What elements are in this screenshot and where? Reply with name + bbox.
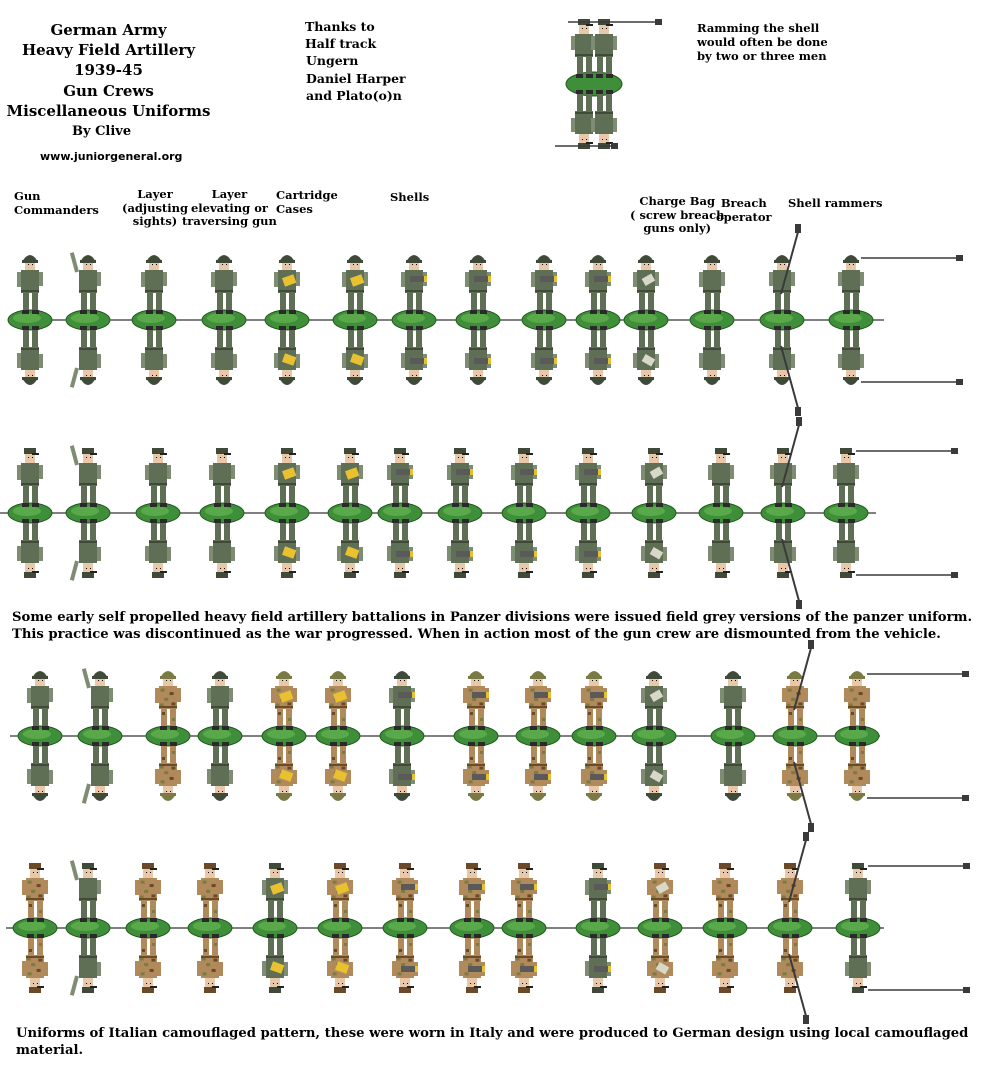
label-line: Cartridge (276, 188, 338, 202)
crew-counter (502, 863, 546, 993)
ramming-note-line: Ramming the shell (697, 21, 820, 35)
label-line: operator (716, 209, 772, 224)
crew-figure-back (833, 519, 859, 578)
crew-counter (136, 448, 180, 578)
label-line: guns only) (643, 221, 712, 235)
label-line: ( screw breach (630, 207, 725, 222)
label-line: sights) (132, 214, 178, 228)
crew-figure-back (447, 519, 473, 578)
crew-figure-front (712, 863, 738, 922)
crew-figure-back (135, 934, 161, 993)
crew-counter (836, 863, 880, 993)
crew-figure-front (463, 671, 489, 730)
label-gun-commanders (14, 190, 99, 217)
crew-figure-back (465, 326, 491, 385)
crew-figure-back (82, 742, 113, 804)
rammer-head (795, 224, 801, 233)
crew-counter (576, 863, 620, 993)
crew-figure-front (459, 863, 485, 922)
crew-figure-back (197, 934, 223, 993)
crew-figure-front (720, 671, 746, 730)
label-line: Shell rammers (788, 196, 883, 210)
crew-figure-front (389, 671, 415, 730)
crew-figure-back (209, 519, 235, 578)
crew-figure-back (392, 934, 418, 993)
crew-figure-back (712, 934, 738, 993)
crew-figure-front (591, 19, 617, 78)
crew-figure-front (262, 863, 288, 922)
crew-figure-back (770, 519, 802, 609)
rammer-head (963, 987, 970, 993)
crew-counter (8, 448, 52, 578)
crew-figure-front (585, 255, 611, 314)
crew-counter (66, 252, 110, 388)
label-line: Cases (276, 201, 313, 216)
crew-counter (8, 255, 52, 385)
rammer-head (951, 448, 958, 454)
crew-counter (456, 255, 500, 385)
title-line: 1939-45 (74, 61, 143, 80)
crew-figure-front (70, 445, 101, 507)
crew-figure-front (833, 448, 859, 507)
label-breach-operator (716, 197, 772, 224)
crew-figure-front (769, 224, 801, 314)
crew-counter (392, 255, 436, 385)
label-line: traversing gun (182, 214, 277, 228)
counter-base (566, 72, 622, 96)
thanks-line: Thanks to (305, 19, 375, 34)
crew-figure-back (389, 742, 415, 801)
crew-counter (760, 224, 804, 416)
crew-figure-front (141, 255, 167, 314)
crew-figure-back (525, 742, 551, 801)
crew-figure-front (844, 671, 870, 730)
crew-counter (200, 448, 244, 578)
label-line: Layer (211, 187, 248, 201)
crew-counter (632, 448, 676, 578)
label-charge-bag (630, 195, 724, 236)
byline: By Clive (72, 124, 132, 139)
rammer-head (803, 1015, 809, 1024)
crew-figure-front (325, 671, 351, 730)
crew-counter (265, 255, 309, 385)
crew-figure-back (70, 934, 101, 996)
label-line: Gun (14, 189, 41, 203)
crew-figure-back (22, 934, 48, 993)
ramming-note-line: would often be done (697, 35, 828, 49)
crew-figure-back (211, 326, 237, 385)
title-line: German Army (50, 21, 167, 39)
crew-figure-back (581, 742, 607, 801)
crew-figure-front (17, 448, 43, 507)
crew-counter (13, 863, 57, 993)
crew-counter (566, 448, 610, 578)
crew-figure-front (699, 255, 725, 314)
crew-counter (522, 255, 566, 385)
crew-figure-back (585, 934, 611, 993)
crew-figure-back (70, 519, 101, 581)
crew-figure-back (641, 742, 667, 801)
crew-figure-back (327, 934, 353, 993)
crew-counter (454, 671, 498, 801)
crew-counter (502, 448, 546, 578)
rammer-head (956, 379, 963, 385)
crew-figure-front (197, 863, 223, 922)
crew-counter (265, 448, 309, 578)
label-line: Breach (720, 196, 767, 210)
crew-figure-front (581, 671, 607, 730)
crew-counter (572, 671, 616, 801)
crew-counter (438, 448, 482, 578)
crew-figure-back (591, 90, 617, 149)
title-line: Heavy Field Artillery (21, 41, 196, 60)
crew-counter (632, 671, 676, 801)
crew-figure-front (209, 448, 235, 507)
crew-figure-front (207, 671, 233, 730)
panzer-uniform-note (12, 609, 972, 643)
crew-figure-front (27, 671, 53, 730)
crew-counter (132, 255, 176, 385)
label-cartridge-cases (276, 189, 338, 216)
crew-counter (66, 445, 110, 581)
rammer-head (611, 143, 618, 149)
crew-figure-back (17, 519, 43, 578)
crew-figure-back (141, 326, 167, 385)
crew-figure-front (342, 255, 368, 314)
ramming-illustration (555, 19, 662, 149)
note-line: material. (16, 1043, 84, 1058)
label-shells (390, 191, 429, 205)
crew-counter (378, 448, 422, 578)
title-line: Gun Crews (63, 81, 154, 100)
crew-counter (450, 863, 494, 993)
crew-figure-front (845, 863, 871, 922)
crew-counter (202, 255, 246, 385)
crew-figure-back (575, 519, 601, 578)
crew-counter (126, 863, 170, 993)
crew-figure-front (155, 671, 181, 730)
crew-figure-front (770, 417, 802, 507)
note-line: This practice was discontinued as the war progressed. When in action most of the gun crew are dismounted from the vehicle. (12, 627, 941, 642)
crew-figure-back (647, 934, 673, 993)
label-line: (adjusting (122, 200, 189, 215)
crew-counter (624, 255, 668, 385)
note-line: Uniforms of Italian camouflaged pattern, these were worn in Italy and were produced to German design using local camouflaged (16, 1026, 969, 1041)
rammer-head (795, 407, 801, 416)
crew-counter (711, 671, 755, 801)
crew-figure-front (82, 668, 113, 730)
rammer-head (796, 600, 802, 609)
crew-figure-back (387, 519, 413, 578)
crew-counter (761, 417, 805, 609)
crew-figure-back (708, 519, 734, 578)
crew-figure-back (274, 326, 300, 385)
crew-figure-back (633, 326, 659, 385)
crew-figure-front (708, 448, 734, 507)
crew-counter (18, 671, 62, 801)
crew-counter (690, 255, 734, 385)
crew-counter (829, 255, 873, 385)
crew-figure-back (782, 742, 814, 832)
crew-figure-back (720, 742, 746, 801)
crew-figure-front (511, 448, 537, 507)
crew-figure-back (769, 326, 801, 416)
crew-figure-back (145, 519, 171, 578)
crew-counter (516, 671, 560, 801)
crew-counter (333, 255, 377, 385)
crew-figure-front (525, 671, 551, 730)
crew-figure-front (274, 255, 300, 314)
crew-figure-front (145, 448, 171, 507)
crew-figure-back (342, 326, 368, 385)
crew-counter (638, 863, 682, 993)
crew-figure-front (838, 255, 864, 314)
crew-figure-front (70, 860, 101, 922)
crew-figure-back (641, 519, 667, 578)
crew-figure-back (844, 742, 870, 801)
ramming-note-line: by two or three men (697, 49, 827, 63)
rammer-head (962, 671, 969, 677)
crew-figure-back (262, 934, 288, 993)
label-line: Layer (137, 187, 173, 201)
crew-figure-back (337, 519, 363, 578)
crew-figure-front (585, 863, 611, 922)
thanks-credits (305, 18, 406, 104)
crew-counter (576, 255, 620, 385)
crew-counter (835, 671, 879, 801)
label-line: elevating or (190, 200, 268, 215)
thanks-line: Half track (305, 36, 377, 52)
crew-figure-front (641, 448, 667, 507)
crew-counter (703, 863, 747, 993)
crew-figure-back (459, 934, 485, 993)
crew-counter (383, 863, 427, 993)
crew-figure-back (325, 742, 351, 801)
crew-counter (253, 863, 297, 993)
thanks-line: and Plato(o)n (306, 87, 402, 103)
website-link[interactable]: www.juniorgeneral.org (40, 150, 183, 163)
crew-figure-back (155, 742, 181, 801)
crew-figure-front (782, 640, 814, 730)
crew-figure-front (447, 448, 473, 507)
rammer-head (963, 863, 970, 869)
crew-counter (146, 671, 190, 801)
title-line: Miscellaneous Uniforms (6, 101, 211, 120)
crew-figure-front (274, 448, 300, 507)
rammer-head (962, 795, 969, 801)
crew-counter (188, 863, 232, 993)
crew-figure-front (511, 863, 537, 922)
thanks-line: Daniel Harper (306, 70, 406, 86)
crew-figure-front (392, 863, 418, 922)
crew-figure-front (327, 863, 353, 922)
crew-counter (768, 832, 812, 1024)
label-line: Charge Bag (639, 194, 716, 208)
crew-figure-back (585, 326, 611, 385)
crew-counter (318, 863, 362, 993)
crew-figure-front (17, 255, 43, 314)
crew-figure-front (647, 863, 673, 922)
note-line: Some early self propelled heavy field artillery battalions in Panzer divisions were issued field grey versions of the panzer uniform. (12, 610, 973, 625)
sheet-title (6, 20, 211, 121)
label-line: Shells (390, 190, 430, 204)
crew-counter (380, 671, 424, 801)
crew-figure-front (271, 671, 297, 730)
italian-camo-note (16, 1025, 968, 1059)
crew-figure-front (401, 255, 427, 314)
crew-figure-back (271, 742, 297, 801)
crew-counter (824, 448, 868, 578)
crew-figure-front (531, 255, 557, 314)
crew-figure-front (777, 832, 809, 922)
crew-figure-back (27, 742, 53, 801)
rammer-head (796, 417, 802, 426)
crew-figure-front (337, 448, 363, 507)
crew-figure-back (17, 326, 43, 385)
crew-figure-front (135, 863, 161, 922)
crew-counter (78, 668, 122, 804)
rammer-head (655, 19, 662, 25)
crew-figure-back (531, 326, 557, 385)
ramming-note (697, 21, 828, 63)
crew-figure-back (699, 326, 725, 385)
label-line: Commanders (14, 202, 99, 217)
crew-figure-front (70, 252, 101, 314)
crew-figure-back (838, 326, 864, 385)
crew-figure-back (274, 519, 300, 578)
label-shell-rammers (788, 197, 882, 211)
crew-figure-back (207, 742, 233, 801)
crew-figure-back (777, 934, 809, 1024)
crew-figure-front (387, 448, 413, 507)
crew-counter (773, 640, 817, 832)
crew-figure-front (633, 255, 659, 314)
crew-figure-front (465, 255, 491, 314)
label-layer-sights (122, 188, 188, 229)
rammer-head (951, 572, 958, 578)
crew-figure-back (70, 326, 101, 388)
crew-figure-back (401, 326, 427, 385)
crew-counter (262, 671, 306, 801)
crew-figure-back (511, 934, 537, 993)
crew-counter (328, 448, 372, 578)
crew-figure-front (641, 671, 667, 730)
label-layer-elevating (182, 188, 277, 229)
crew-figure-front (22, 863, 48, 922)
crew-counter (66, 860, 110, 996)
thanks-line: Ungern (306, 53, 359, 69)
crew-figure-back (845, 934, 871, 993)
crew-counter (316, 671, 360, 801)
crew-counter (198, 671, 242, 801)
crew-figure-back (463, 742, 489, 801)
crew-figure-back (511, 519, 537, 578)
rammer-head (956, 255, 963, 261)
rammer-head (808, 823, 814, 832)
crew-figure-front (575, 448, 601, 507)
crew-counter (699, 448, 743, 578)
crew-figure-front (211, 255, 237, 314)
rammer-head (803, 832, 809, 841)
